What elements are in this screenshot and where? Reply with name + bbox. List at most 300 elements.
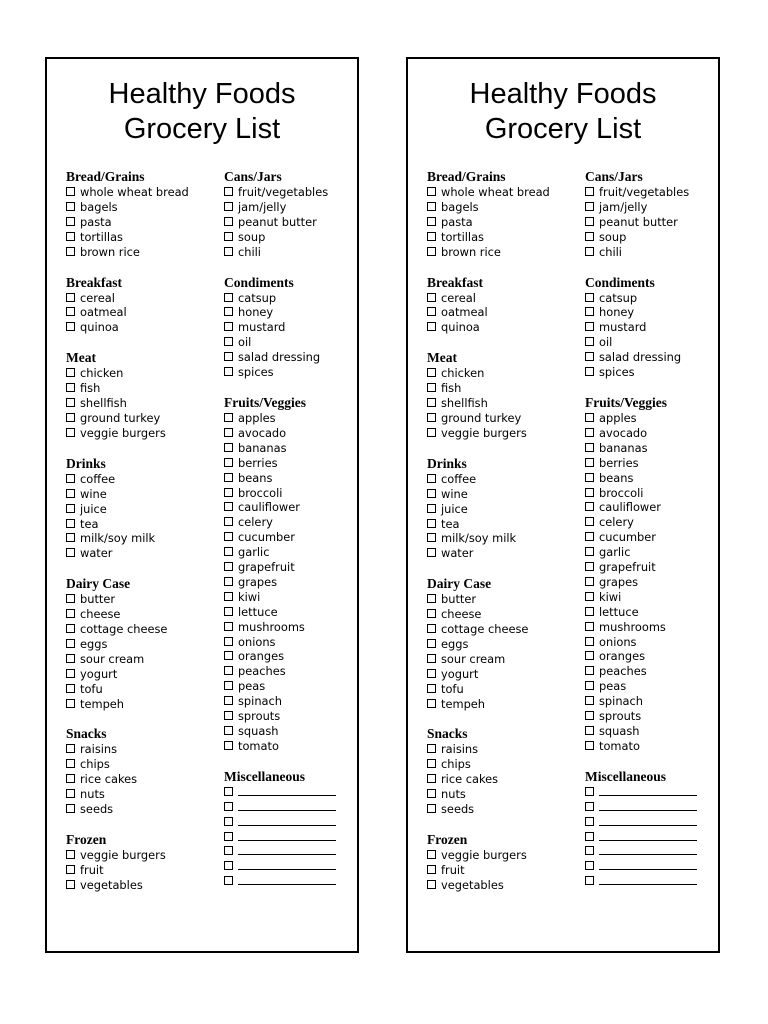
checkbox-icon[interactable] [224,187,233,196]
list-item [427,682,577,697]
list-item [66,757,216,772]
checkbox-icon[interactable] [427,624,436,633]
checkbox-icon[interactable] [66,187,75,196]
checkbox-icon[interactable] [427,428,436,437]
checkbox-icon[interactable] [66,428,75,437]
section-drinks [66,456,216,561]
checkbox-icon[interactable] [427,699,436,708]
item-label: chili [238,244,261,259]
checkbox-icon[interactable] [585,592,594,601]
checkbox-icon[interactable] [224,637,233,646]
checkbox-icon[interactable] [427,865,436,874]
checkbox-icon[interactable] [224,413,233,422]
list-item [427,637,577,652]
checkbox-icon[interactable] [224,502,233,511]
checkbox-icon[interactable] [224,711,233,720]
checkbox-icon[interactable] [224,787,233,796]
checkbox-icon[interactable] [427,639,436,648]
list-item [585,291,717,306]
write-in-line[interactable] [599,816,697,826]
list-item [427,667,577,682]
item-label: beans [599,470,634,485]
list-item [427,546,577,561]
checkbox-icon[interactable] [224,532,233,541]
checkbox-icon[interactable] [585,443,594,452]
checkbox-icon[interactable] [66,865,75,874]
checkbox-icon[interactable] [585,711,594,720]
checkbox-icon[interactable] [427,474,436,483]
item-label: mustard [599,320,647,335]
checkbox-icon[interactable] [224,217,233,226]
item-label: catsup [238,290,277,305]
checkbox-icon[interactable] [585,726,594,735]
checkbox-icon[interactable] [585,488,594,497]
checkbox-icon[interactable] [224,607,233,616]
checkbox-icon[interactable] [585,547,594,556]
item-label: tofu [441,681,464,696]
checkbox-icon[interactable] [66,789,75,798]
item-label: whole wheat bread [80,185,189,199]
checkbox-icon[interactable] [585,217,594,226]
list-item [66,366,216,381]
list-item [585,800,717,815]
list-item [585,635,717,650]
checkbox-icon[interactable] [224,307,233,316]
checkbox-icon[interactable] [427,850,436,859]
checkbox-icon[interactable] [585,307,594,316]
page-title [408,77,718,147]
list-item [427,291,577,306]
item-label: coffee [80,471,116,486]
list-item [585,245,717,260]
item-label: celery [599,515,634,530]
checkbox-icon[interactable] [224,592,233,601]
checkbox-icon[interactable] [427,744,436,753]
list-item [585,739,717,754]
checkbox-icon[interactable] [585,846,594,855]
checkbox-icon[interactable] [224,577,233,586]
column-2 [585,169,717,889]
checkbox-icon[interactable] [585,293,594,302]
list-item [585,515,717,530]
checkbox-icon[interactable] [224,473,233,482]
checkbox-icon[interactable] [585,413,594,422]
checkbox-icon[interactable] [224,247,233,256]
list-item [585,545,717,560]
list-item [585,664,717,679]
checkbox-icon[interactable] [427,383,436,392]
checkbox-icon[interactable] [427,187,436,196]
checkbox-icon[interactable] [66,548,75,557]
checkbox-icon[interactable] [224,517,233,526]
section-miscellaneous [224,769,356,889]
item-label: wine [441,486,468,501]
checkbox-icon[interactable] [66,774,75,783]
checkbox-icon[interactable] [66,850,75,859]
item-label: soup [238,229,266,244]
checkbox-icon[interactable] [585,696,594,705]
item-label: tea [441,516,460,531]
list-item [224,844,356,859]
checkbox-icon[interactable] [66,202,75,211]
list-item [66,742,216,757]
checkbox-icon[interactable] [427,322,436,331]
checkbox-icon[interactable] [66,594,75,603]
checkbox-icon[interactable] [66,383,75,392]
checkbox-icon[interactable] [427,880,436,889]
checkbox-icon[interactable] [427,533,436,542]
checkbox-icon[interactable] [66,489,75,498]
list-item [427,305,577,320]
list-item [427,863,577,878]
list-item [585,530,717,545]
write-in-line[interactable] [599,875,697,885]
checkbox-icon[interactable] [66,293,75,302]
checkbox-icon[interactable] [224,367,233,376]
checkbox-icon[interactable] [585,562,594,571]
checkbox-icon[interactable] [427,232,436,241]
checkbox-icon[interactable] [585,876,594,885]
checkbox-icon[interactable] [585,428,594,437]
checkbox-icon[interactable] [224,428,233,437]
section-title: Meat [427,350,457,366]
list-item [224,590,356,605]
write-in-line[interactable] [599,786,697,796]
item-label: cauliflower [238,500,300,515]
checkbox-icon[interactable] [585,681,594,690]
checkbox-icon[interactable] [66,744,75,753]
checkbox-icon[interactable] [66,247,75,256]
checkbox-icon[interactable] [585,637,594,646]
title-line-1: Healthy Foods [108,78,296,110]
checkbox-icon[interactable] [224,458,233,467]
item-label: fruit/vegetables [238,185,329,199]
list-item [66,381,216,396]
checkbox-icon[interactable] [66,684,75,693]
item-label: peas [599,679,627,694]
write-in-line[interactable] [599,801,697,811]
column-1 [427,169,577,893]
write-in-line[interactable] [238,875,336,885]
checkbox-icon[interactable] [585,247,594,256]
list-item [585,874,717,889]
write-in-line[interactable] [238,845,336,855]
checkbox-icon[interactable] [224,741,233,750]
list-item [224,365,356,380]
item-label: berries [238,455,278,470]
checkbox-icon[interactable] [585,622,594,631]
checkbox-icon[interactable] [224,352,233,361]
checkbox-icon[interactable] [224,861,233,870]
list-item [585,305,717,320]
item-label: cottage cheese [80,622,168,637]
list-item [585,486,717,501]
checkbox-icon[interactable] [66,322,75,331]
checkbox-icon[interactable] [585,473,594,482]
item-label: whole wheat bread [441,185,550,199]
checkbox-icon[interactable] [427,789,436,798]
item-label: berries [599,455,639,470]
checkbox-icon[interactable] [585,651,594,660]
item-label: chili [599,244,622,259]
item-label: bagels [80,199,118,214]
checkbox-icon[interactable] [224,322,233,331]
checkbox-icon[interactable] [224,876,233,885]
item-label: garlic [238,545,270,560]
item-label: grapes [238,574,278,589]
list-item [66,230,216,245]
list-item [427,592,577,607]
write-in-line[interactable] [238,816,336,826]
checkbox-icon[interactable] [224,293,233,302]
checkbox-icon[interactable] [427,247,436,256]
list-item [66,607,216,622]
item-label: quinoa [441,320,480,335]
checkbox-icon[interactable] [66,398,75,407]
checkbox-icon[interactable] [224,666,233,675]
checkbox-icon[interactable] [224,562,233,571]
write-in-line[interactable] [599,831,697,841]
checkbox-icon[interactable] [427,368,436,377]
checkbox-icon[interactable] [66,669,75,678]
item-label: cereal [80,290,115,305]
checkbox-icon[interactable] [224,681,233,690]
checkbox-icon[interactable] [66,307,75,316]
list-item [585,844,717,859]
checkbox-icon[interactable] [66,533,75,542]
checkbox-icon[interactable] [224,651,233,660]
item-label: veggie burgers [441,425,527,440]
checkbox-icon[interactable] [224,488,233,497]
checkbox-icon[interactable] [585,666,594,675]
checkbox-icon[interactable] [224,696,233,705]
checkbox-icon[interactable] [585,322,594,331]
checkbox-icon[interactable] [66,654,75,663]
checkbox-icon[interactable] [427,307,436,316]
list-item [585,605,717,620]
item-label: spinach [599,694,644,709]
section-title: Cans/Jars [224,169,282,184]
list-item [585,500,717,515]
section-title: Bread/Grains [66,169,145,184]
checkbox-icon[interactable] [66,759,75,768]
item-label: oatmeal [80,305,127,320]
checkbox-icon[interactable] [66,368,75,377]
list-item [585,365,717,380]
checkbox-icon[interactable] [427,489,436,498]
list-item [66,245,216,260]
checkbox-icon[interactable] [585,832,594,841]
section-dairy-case [66,576,216,711]
list-item [427,517,577,532]
checkbox-icon[interactable] [66,474,75,483]
section-snacks [427,726,577,817]
checkbox-icon[interactable] [66,519,75,528]
checkbox-icon[interactable] [585,352,594,361]
write-in-line[interactable] [238,860,336,870]
checkbox-icon[interactable] [427,202,436,211]
list-item [427,411,577,426]
checkbox-icon[interactable] [427,519,436,528]
checkbox-icon[interactable] [585,802,594,811]
write-in-line[interactable] [238,786,336,796]
item-label: oranges [599,649,646,664]
section-miscellaneous [585,769,717,889]
checkbox-icon[interactable] [585,187,594,196]
checkbox-icon[interactable] [224,802,233,811]
checkbox-icon[interactable] [585,577,594,586]
item-label: tofu [80,681,103,696]
checkbox-icon[interactable] [427,804,436,813]
checkbox-icon[interactable] [585,232,594,241]
list-item [224,800,356,815]
checkbox-icon[interactable] [66,639,75,648]
list-item [427,230,577,245]
list-item [427,772,577,787]
list-item [427,607,577,622]
checkbox-icon[interactable] [585,202,594,211]
list-item [224,245,356,260]
checkbox-icon[interactable] [585,337,594,346]
checkbox-icon[interactable] [224,337,233,346]
checkbox-icon[interactable] [427,293,436,302]
section-title: Breakfast [66,274,122,290]
list-item [66,472,216,487]
section-breakfast [427,275,577,336]
checkbox-icon[interactable] [224,817,233,826]
list-item [224,620,356,635]
item-label: eggs [80,636,108,651]
list-item [224,530,356,545]
item-label: mushrooms [238,619,305,634]
list-item [224,575,356,590]
section-title: Snacks [427,726,468,742]
item-label: squash [599,724,640,738]
checkbox-icon[interactable] [224,232,233,241]
checkbox-icon[interactable] [427,774,436,783]
list-item [585,724,717,739]
item-label: butter [80,592,116,607]
list-item [585,649,717,664]
item-label: cucumber [238,530,295,545]
item-label: seeds [441,802,475,817]
checkbox-icon[interactable] [66,804,75,813]
checkbox-icon[interactable] [224,622,233,631]
item-label: tempeh [80,696,125,711]
section-title: Bread/Grains [427,169,506,184]
list-item [427,426,577,441]
checkbox-icon[interactable] [224,846,233,855]
section-fruits-veggies [585,395,717,754]
item-label: oil [238,335,252,350]
checkbox-icon[interactable] [66,232,75,241]
section-condiments [585,275,717,380]
list-item [66,411,216,426]
item-label: milk/soy milk [441,531,517,546]
list-item [427,502,577,517]
checkbox-icon[interactable] [585,367,594,376]
checkbox-icon[interactable] [66,504,75,513]
checkbox-icon[interactable] [427,654,436,663]
checkbox-icon[interactable] [427,609,436,618]
write-in-line[interactable] [238,801,336,811]
checkbox-icon[interactable] [224,202,233,211]
write-in-line[interactable] [599,845,697,855]
checkbox-icon[interactable] [585,502,594,511]
item-label: yogurt [441,666,479,681]
list-item [66,592,216,607]
list-item [585,575,717,590]
checkbox-icon[interactable] [427,594,436,603]
checkbox-icon[interactable] [66,624,75,633]
write-in-line[interactable] [238,831,336,841]
checkbox-icon[interactable] [66,880,75,889]
list-item [224,486,356,501]
checkbox-icon[interactable] [585,861,594,870]
column-2 [224,169,356,889]
checkbox-icon[interactable] [427,759,436,768]
list-item [224,515,356,530]
checkbox-icon[interactable] [224,547,233,556]
item-label: chips [441,757,471,772]
checkbox-icon[interactable] [585,741,594,750]
checkbox-icon[interactable] [427,504,436,513]
checkbox-icon[interactable] [66,217,75,226]
checkbox-icon[interactable] [427,684,436,693]
item-label: onions [599,634,637,649]
item-label: spices [238,365,274,380]
item-label: bagels [441,199,479,214]
list-item [427,200,577,215]
list-item [224,350,356,365]
checkbox-icon[interactable] [427,398,436,407]
section-title: Snacks [66,726,107,742]
item-label: grapefruit [599,560,656,575]
list-item [585,350,717,365]
checkbox-icon[interactable] [427,548,436,557]
list-item [585,456,717,471]
checkbox-icon[interactable] [427,669,436,678]
item-label: lettuce [238,604,278,619]
section-title: Frozen [66,832,107,847]
item-label: peaches [599,664,647,679]
item-label: sprouts [238,709,281,724]
item-label: rice cakes [441,772,499,787]
checkbox-icon[interactable] [427,217,436,226]
section-title: Drinks [66,455,106,471]
checkbox-icon[interactable] [224,832,233,841]
checkbox-icon[interactable] [585,817,594,826]
checkbox-icon[interactable] [585,458,594,467]
checkbox-icon[interactable] [66,609,75,618]
write-in-line[interactable] [599,860,697,870]
checkbox-icon[interactable] [585,532,594,541]
checkbox-icon[interactable] [585,607,594,616]
checkbox-icon[interactable] [224,443,233,452]
checkbox-icon[interactable] [585,517,594,526]
section-dairy-case [427,576,577,711]
checkbox-icon[interactable] [224,726,233,735]
checkbox-icon[interactable] [66,413,75,422]
item-label: sour cream [80,651,145,666]
section-title: Condiments [585,274,655,290]
list-item [585,200,717,215]
checkbox-icon[interactable] [66,699,75,708]
list-item [224,291,356,306]
checkbox-icon[interactable] [427,413,436,422]
section-fruits-veggies [224,395,356,754]
checkbox-icon[interactable] [585,787,594,796]
